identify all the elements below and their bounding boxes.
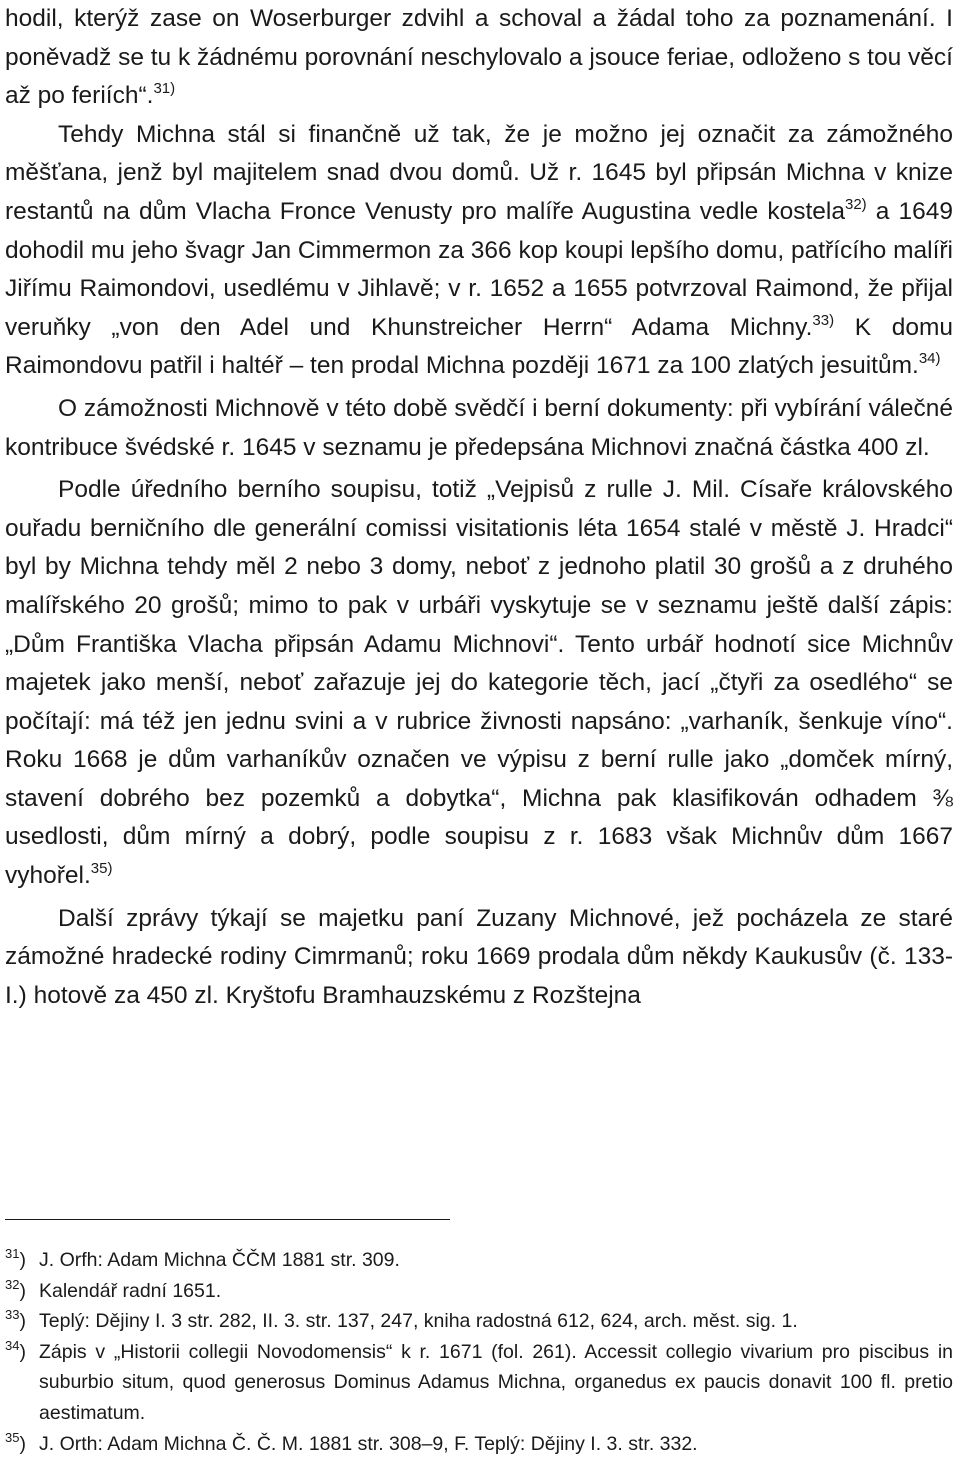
- footnote-number: $^{33}$): [5, 1307, 26, 1333]
- footnote-text: J. Orfh: Adam Michna ČČM 1881 str. 309.: [39, 1249, 400, 1271]
- footnote-number: $^{32}$): [5, 1276, 26, 1302]
- footnote: [5, 1429, 953, 1459]
- footnote-text: Zápis v „Historii collegii Novodomensis“ k r. 1671 (fol. 261). Accessit collegio vivarium pro piscibus in suburbio situm, quod generosus Dominus Adamus Michna, organedus ex paucis donavit 100 fl. pretio aestimatum.: [39, 1340, 953, 1424]
- footnote-number-value: 32: [5, 1276, 20, 1292]
- footnote-number: $^{34}$): [5, 1337, 26, 1363]
- footnote: [5, 1306, 953, 1337]
- footnote-reference: 33): [812, 311, 835, 329]
- paragraph-text: Tehdy Michna stál si finančně už tak, že je možno jej označit za zámožného měšťana, jenž byl majitelem snad dvou domů. Už r. 1645 byl připsán Michna v knize restantů na dům Vlacha Fronce Venusty pro malíře Augustina vedle kostela: [5, 120, 953, 225]
- paragraph: [5, 0, 953, 116]
- footnote-reference: 34): [918, 350, 941, 368]
- footnote-number-value: 31: [5, 1246, 20, 1261]
- footnote-text: J. Orth: Adam Michna Č. Č. M. 1881 str. 308–9, F. Teplý: Dějiny I. 3. str. 332.: [39, 1432, 698, 1455]
- footnote-text: Kalendář radní 1651.: [39, 1279, 222, 1302]
- footnote-reference: 31): [153, 80, 176, 98]
- footnote-separator: [5, 1219, 450, 1220]
- footnote: [5, 1245, 953, 1276]
- footnote: [5, 1276, 953, 1307]
- paragraph-text: Podle úředního berního soupisu, totiž „Vejpisů z rulle J. Mil. Císaře královského ouřadu berničního dle generální comissi visitationis léta 1654 stalé v městě J. Hradci“ byl by Michna tehdy měl 2 nebo 3 domy, neboť z jednoho platil 30 grošů a z druhého malířského 20 grošů; mimo to pak v urbáři vyskytuje se v seznamu ještě další zápis: „Dům Františka Vlacha připsán Adamu Michnovi“. Tento urbář hodnotí sice Michnův majetek jako menší, neboť zařazuje jej do kategorie těch, jací „čtyři za osedlého“ se počítají: má též jen jednu svini a v rubrice živnosti napsáno: „varhaník, šenkuje víno“. Roku 1668 je dům varhaníkův označen ve výpisu z berní rulle jako „domček mírný, stavení dobrého bez pozemků a dobytka“, Michna pak klasifikován odhadem ⅜ usedlosti, dům mírný a dobrý, podle soupisu z r. 1683 však Michnův dům 1667 vyhořel.: [5, 476, 953, 890]
- paragraph: [5, 900, 953, 1016]
- footnote-number-value: 33: [5, 1307, 20, 1323]
- footnote-number: $^{35}$): [5, 1429, 26, 1455]
- footnote: [5, 1337, 953, 1429]
- footnote-number-value: 34: [5, 1337, 20, 1353]
- paragraph: [5, 116, 953, 386]
- footnote-reference: 35): [90, 860, 113, 878]
- footnote-number-value: 35: [5, 1429, 20, 1445]
- paragraph-text: hodil, kterýž zase on Woserburger zdvihl a schoval a žádal toho za poznamenání. I poněvadž se tu k žádnému porovnání neschylovalo a jsouce feriae, odloženo s tou věcí až po feriích“.: [5, 5, 953, 110]
- footnotes: [5, 1245, 953, 1459]
- paragraph: [5, 471, 953, 896]
- footnote-reference: 32): [845, 195, 867, 213]
- footnote-text: Teplý: Dějiny I. 3 str. 282, II. 3. str. 137, 247, kniha radostná 612, 624, arch. měst. sig. 1.: [39, 1310, 798, 1333]
- body-text: [5, 0, 953, 1015]
- paragraph-text: O zámožnosti Michnově v této době svědčí i berní dokumenty: při vybírání válečné kontribuce švédské r. 1645 v seznamu je předepsána Michnovi značná částka 400 zl.: [5, 394, 953, 461]
- document-page: [5, 0, 954, 1455]
- footnote-number: $^{31}$): [5, 1246, 26, 1271]
- paragraph-text: Další zprávy týkají se majetku paní Zuzany Michnové, jež pocházela ze staré zámožné hradecké rodiny Cimrmanů; roku 1669 prodala dům někdy Kaukusův (č. 133-I.) hotově za 450 zl. Kryštofu Bramhauzskému z Rozštejna: [5, 904, 953, 1009]
- paragraph: [5, 390, 953, 467]
- paragraph-text: a 1649 dohodil mu jeho švagr Jan Cimmermon za 366 kop koupi lepšího domu, patřícího malíři Jiřímu Raimondovi, usedlému v Jihlavě; v r. 1652 a 1655 potvrzoval Raimond, že přijal veruňky „von den Adel und Khunstreicher Herrn“ Adama Michny.: [5, 197, 954, 341]
- paragraph-text: K domu Raimondovu patřil i haltéř – ten prodal Michna později 1671 za 100 zlatých jesuitům.: [5, 313, 953, 380]
